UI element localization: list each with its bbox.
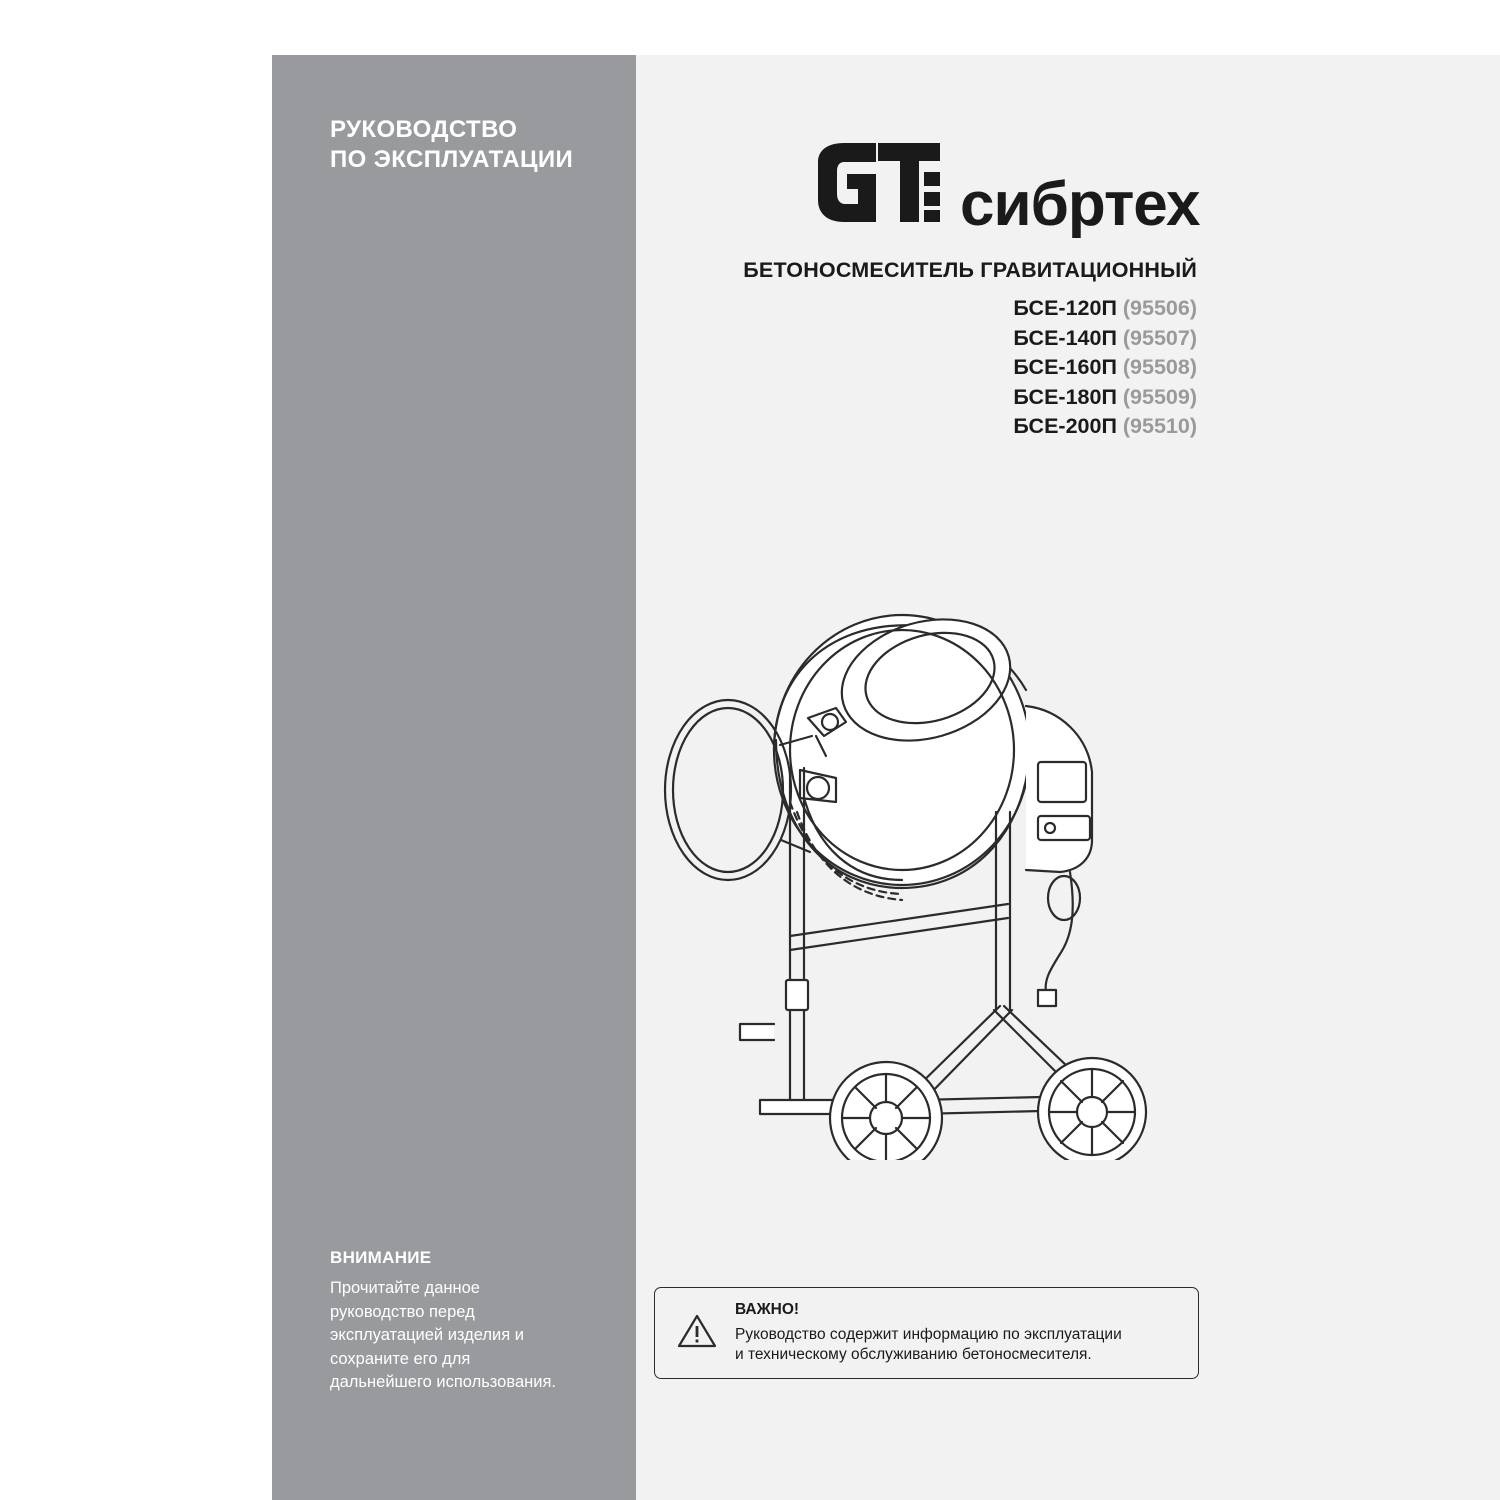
important-note-body bbox=[735, 1300, 1122, 1366]
manual-title bbox=[330, 115, 630, 175]
model-code: (95508) bbox=[1122, 355, 1197, 379]
attention-text: Прочитайте данное руководство перед эксплуатацией изделия и сохраните его для дальнейшего использования. bbox=[330, 1279, 556, 1391]
model-code: (95510) bbox=[1122, 414, 1197, 438]
important-note-title: ВАЖНО! bbox=[735, 1301, 800, 1319]
model-code: (95507) bbox=[1122, 325, 1197, 350]
model-row bbox=[1013, 412, 1197, 442]
brand-name: сибртех bbox=[960, 170, 1200, 239]
model-name: БСЕ-160П bbox=[1013, 355, 1117, 379]
brand-lockup bbox=[816, 138, 1200, 239]
model-name: БСЕ-180П bbox=[1013, 384, 1117, 409]
model-code: (95506) bbox=[1122, 296, 1197, 320]
model-row bbox=[1013, 383, 1197, 413]
product-type: БЕТОНОСМЕСИТЕЛЬ ГРАВИТАЦИОННЫЙ bbox=[743, 258, 1197, 282]
concrete-mixer-illustration bbox=[640, 540, 1200, 1160]
gt-logo-icon bbox=[816, 142, 952, 234]
important-note-box bbox=[654, 1287, 1199, 1379]
important-note-line2: и техническому обслуживанию бетоносмесителя. bbox=[735, 1346, 1092, 1364]
attention-title: ВНИМАНИЕ bbox=[330, 1248, 432, 1267]
model-list bbox=[1013, 294, 1197, 442]
model-name: БСЕ-140П bbox=[1013, 325, 1117, 350]
model-code: (95509) bbox=[1122, 384, 1197, 409]
model-row bbox=[1013, 353, 1197, 383]
warning-triangle-icon bbox=[677, 1313, 717, 1354]
manual-title-line1: РУКОВОДСТВО bbox=[330, 116, 518, 143]
attention-block bbox=[330, 1248, 560, 1395]
model-row bbox=[1013, 294, 1197, 324]
important-note-line1: Руководство содержит информацию по эксплуатации bbox=[735, 1325, 1122, 1343]
model-row bbox=[1013, 324, 1197, 354]
model-name: БСЕ-200П bbox=[1013, 414, 1117, 438]
manual-title-line2: ПО ЭКСПЛУАТАЦИИ bbox=[330, 146, 574, 173]
model-name: БСЕ-120П bbox=[1013, 296, 1117, 320]
